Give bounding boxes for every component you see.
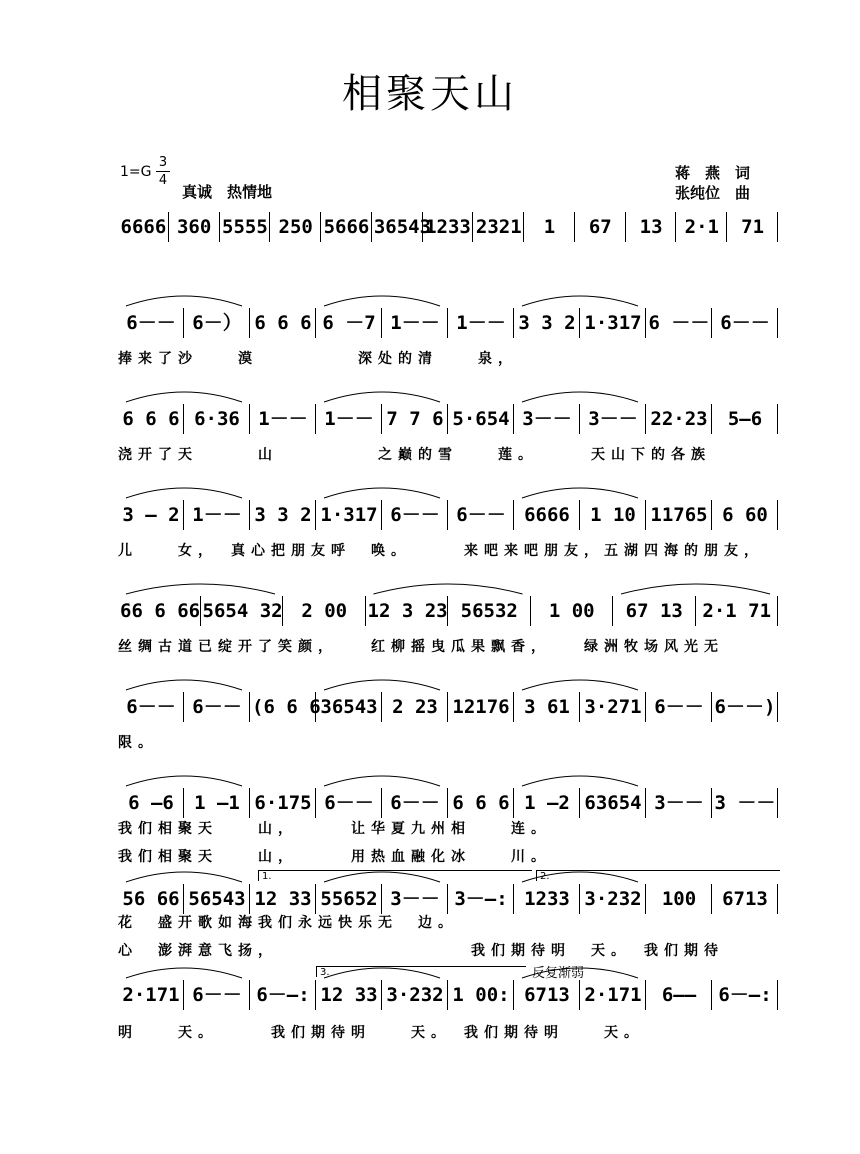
measure: 3 61 (524, 696, 570, 718)
measure: 66 6 66 (120, 600, 201, 622)
slur-arc (522, 488, 638, 498)
measure: 1－－ (390, 312, 440, 334)
lyric-line: 浇开了天 山 之巅的雪 莲。 天山下的各族 (118, 447, 711, 463)
slur-marks (118, 574, 778, 604)
measure: 6713 (722, 888, 768, 910)
slur-arc (324, 488, 440, 498)
slur-arc (522, 680, 638, 690)
measure: 6 －－ (648, 312, 710, 334)
slur-arc (126, 968, 242, 978)
measure: 6－–: (256, 984, 310, 1006)
measure: 5654 32 (202, 600, 283, 622)
measure: 1－－ (324, 408, 374, 430)
lyric-line: 儿 女， 真心把朋友呼 唤。 来吧来吧朋友，五湖四海的朋友， (118, 543, 764, 559)
lyric-line: 我们相聚天 山， 让华夏九州相 连。 (118, 821, 551, 837)
slur-marks (118, 382, 778, 412)
measure: 3 3 2 (518, 312, 576, 334)
measure: 6－－ (654, 696, 704, 718)
composer-credit: 张纯位 曲 (675, 184, 751, 202)
tempo-marking: 真诚 热情地 (182, 183, 273, 201)
measure: 360 (176, 216, 212, 238)
bar-line (422, 212, 423, 242)
measure: 6－–: (718, 984, 772, 1006)
measure: 3－–: (454, 888, 508, 910)
slur-arc (126, 584, 275, 594)
measure: 36543 (373, 216, 432, 238)
bar-line (168, 212, 169, 242)
measure: 5666 (323, 216, 370, 238)
bar-line (219, 212, 220, 242)
measure: 1－－ (192, 504, 242, 526)
measure: 1－－ (258, 408, 308, 430)
measure: 12 33 (320, 984, 378, 1006)
measure: 6·36 (194, 408, 240, 430)
volta-bracket: 1. (258, 870, 532, 881)
measure: 36543 (320, 696, 378, 718)
slur-arc (324, 296, 440, 306)
measure: 6－－ (720, 312, 770, 334)
lyric-line: 丝绸古道已绽开了笑颜， 红柳摇曳瓜果飘香， 绿洲牧场风光无 (118, 639, 724, 655)
slur-arc (126, 680, 242, 690)
bar-line (371, 212, 372, 242)
measure: 13 (639, 216, 663, 238)
measure: 6 60 (722, 504, 768, 526)
measure: 6666 (524, 504, 570, 526)
meter-bottom: 4 (156, 171, 170, 189)
measure: 5·654 (452, 408, 510, 430)
measure: 3 －－ (714, 792, 776, 814)
measure: 6－－ (126, 696, 176, 718)
slur-arc (374, 584, 523, 594)
measure: 1·317 (320, 504, 378, 526)
slur-arc (522, 392, 638, 402)
measure: 1 (543, 216, 556, 238)
measure: 71 (741, 216, 765, 238)
measure: 1 –1 (194, 792, 240, 814)
key-signature: 1=G (120, 164, 152, 180)
measure: 56532 (460, 600, 518, 622)
slur-arc (621, 584, 770, 594)
slur-marks (118, 478, 778, 508)
lyric-line: 花 盛开歌如海我们永远快乐无 边。 (118, 915, 458, 931)
measure: 1－－ (456, 312, 506, 334)
measure: 3 – 2 (122, 504, 180, 526)
measure: 1 10 (590, 504, 636, 526)
measure: 6－－ (192, 696, 242, 718)
measure: 6－－ (126, 312, 176, 334)
measure: 1233 (425, 216, 471, 238)
bar-line (625, 212, 626, 242)
measure: 3·232 (386, 984, 444, 1006)
slur-marks (118, 286, 778, 316)
measure: 3－－ (654, 792, 704, 814)
measure: 3－－ (588, 408, 638, 430)
bar-line (726, 212, 727, 242)
measure: 55652 (320, 888, 378, 910)
measure: 6–– (661, 984, 697, 1006)
measure: 5555 (222, 216, 268, 238)
slur-arc (126, 776, 242, 786)
measure: 3－－ (390, 888, 440, 910)
measure: 6 –6 (128, 792, 174, 814)
measure: 6－） (192, 312, 242, 334)
time-signature (156, 154, 170, 189)
lyric-line: 明 天。 我们期待明 天。 我们期待明 天。 (118, 1025, 644, 1041)
slur-arc (126, 392, 242, 402)
staff-line-1 (118, 210, 778, 244)
slur-marks (118, 670, 778, 700)
slur-marks (118, 766, 778, 796)
measure: 1·317 (584, 312, 642, 334)
measure: 1233 (524, 888, 570, 910)
lyric-line: 限。 (118, 735, 158, 751)
measure: 6－－ (390, 504, 440, 526)
measure: 12176 (452, 696, 510, 718)
lyricist-credit: 蒋 燕 词 (675, 164, 751, 182)
measure: 2·1 (684, 216, 719, 238)
measure: (6 6 6 (252, 696, 321, 718)
measure: 6－－ (390, 792, 440, 814)
song-title: 相聚天山 (342, 71, 518, 117)
measure: 5–6 (727, 408, 763, 430)
measure: 2 23 (392, 696, 438, 718)
measure: 3·271 (584, 696, 642, 718)
measure: 6 －7 (322, 312, 376, 334)
volta-bracket: 3. (316, 966, 526, 977)
lyric-line: 我们相聚天 山， 用热血融化冰 川。 (118, 849, 551, 865)
slur-arc (324, 392, 440, 402)
slur-arc (126, 296, 242, 306)
bar-line (472, 212, 473, 242)
measure: 2 00 (301, 600, 348, 622)
lyric-line: 捧来了沙 漠 深处的清 泉， (118, 351, 518, 367)
measure: 6－－ (456, 504, 506, 526)
meter-top: 3 (158, 155, 168, 170)
slur-arc (126, 872, 242, 882)
measure: 2·1 71 (702, 600, 772, 622)
lyric-line: 心 澎湃意飞扬， 我们期待明 天。 我们期待 (118, 943, 724, 959)
measure: 7 7 6 (386, 408, 444, 430)
slur-arc (522, 776, 638, 786)
measure: 6 6 6 (254, 312, 312, 334)
volta-bracket: 2. (536, 870, 780, 881)
slur-arc (126, 488, 242, 498)
measure: 6 6 6 (122, 408, 180, 430)
bar-line (675, 212, 676, 242)
measure: 11765 (650, 504, 708, 526)
measure: 1 –2 (524, 792, 570, 814)
measure: 22·23 (650, 408, 708, 430)
measure: 2·171 (122, 984, 180, 1006)
measure: 63654 (584, 792, 642, 814)
slur-arc (324, 680, 440, 690)
measure: 6·175 (254, 792, 312, 814)
measure: 67 13 (625, 600, 683, 622)
measure: 100 (661, 888, 697, 910)
measure: 6－－ (192, 984, 242, 1006)
measure: 67 (588, 216, 612, 238)
measure: 56543 (188, 888, 246, 910)
measure: 6－－) (714, 696, 776, 718)
measure: 12 33 (254, 888, 312, 910)
measure: 6 6 6 (452, 792, 510, 814)
bar-line (777, 212, 778, 242)
dynamics-annotation: 反复渐弱 (532, 966, 585, 981)
bar-line (320, 212, 321, 242)
measure: 12 3 23 (367, 600, 448, 622)
measure: 1 00: (452, 984, 510, 1006)
bar-line (574, 212, 575, 242)
measure: 3－－ (522, 408, 572, 430)
measure: 3·232 (584, 888, 642, 910)
slur-arc (324, 776, 440, 786)
slur-arc (522, 296, 638, 306)
measure: 2·171 (584, 984, 642, 1006)
measure: 6713 (524, 984, 570, 1006)
bar-line (269, 212, 270, 242)
measure: 2321 (475, 216, 522, 238)
measure: 6666 (120, 216, 167, 238)
measure: 56 66 (122, 888, 180, 910)
measure: 6－－ (324, 792, 374, 814)
measure: 3 3 2 (254, 504, 312, 526)
measure: 250 (278, 216, 313, 238)
bar-line (523, 212, 524, 242)
measure: 1 00 (548, 600, 595, 622)
